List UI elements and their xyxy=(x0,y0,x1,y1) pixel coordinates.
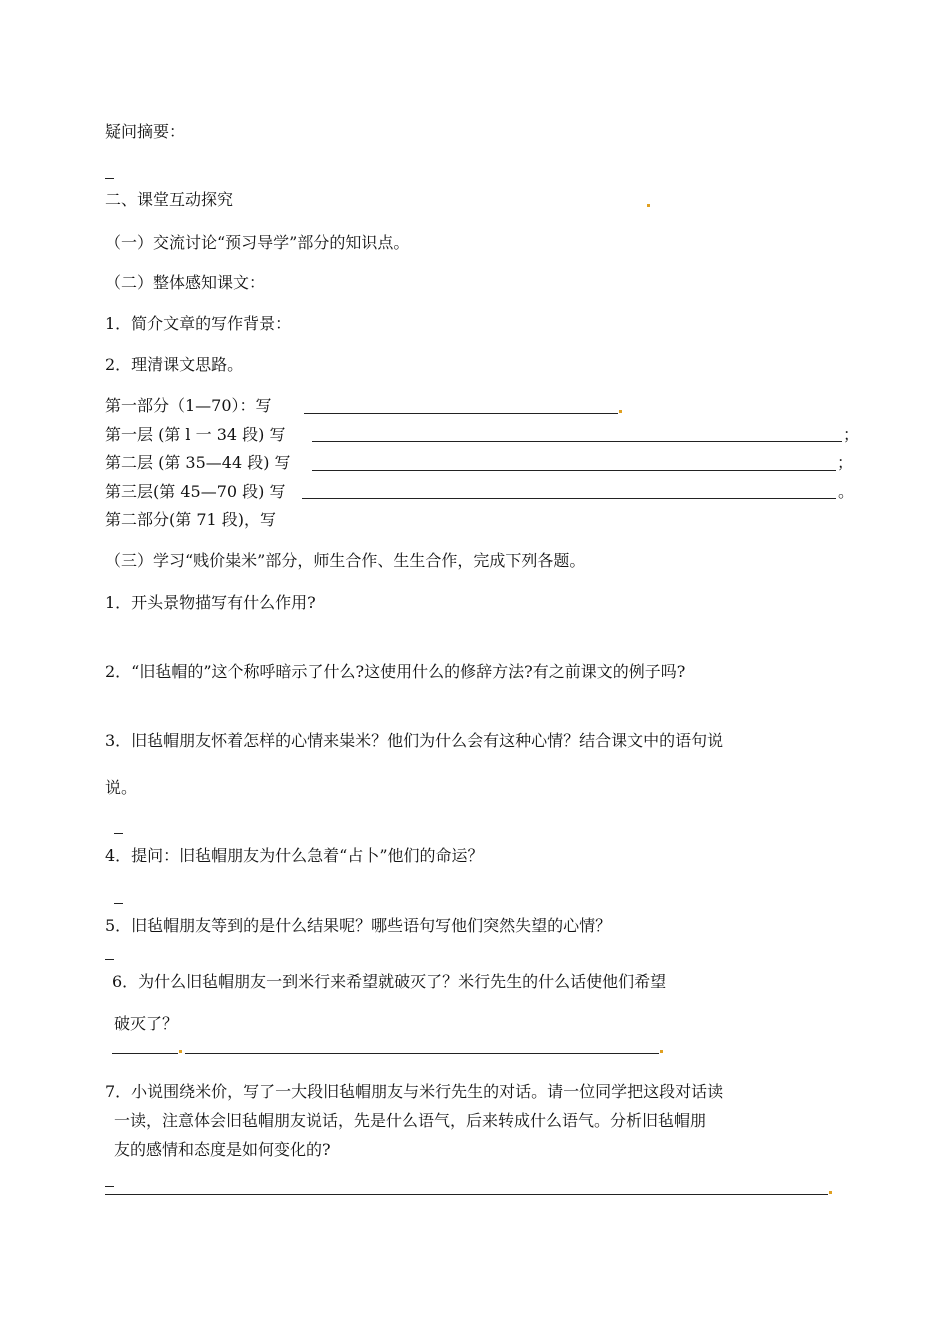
answer-line xyxy=(185,1053,659,1054)
mark-dot xyxy=(829,1191,832,1194)
answer-line xyxy=(304,413,618,414)
part-2: 第二部分(第 71 段)，写 xyxy=(105,510,277,529)
blank-mark xyxy=(105,1186,114,1187)
question-1: 1．开头景物描写有什么作用? xyxy=(105,593,316,612)
layer-3-end: 。 xyxy=(838,482,855,501)
layer-2-end: ； xyxy=(837,453,854,472)
mark-dot xyxy=(660,1050,663,1053)
mark-dot xyxy=(179,1050,182,1053)
layer-2: 第二层 (第 35—44 段) 写 xyxy=(105,453,291,472)
blank-mark xyxy=(105,178,114,179)
question-5: 5．旧毡帽朋友等到的是什么结果呢？哪些语句写他们突然失望的心情？ xyxy=(105,916,612,935)
blank-mark xyxy=(114,903,123,904)
question-4: 4．提问：旧毡帽朋友为什么急着“占卜”他们的命运？ xyxy=(105,846,484,865)
blank-mark xyxy=(105,959,114,960)
blank-mark xyxy=(114,833,123,834)
answer-line xyxy=(112,1053,178,1054)
answer-line xyxy=(302,498,836,499)
mark-dot xyxy=(647,204,650,207)
question-3-line-2: 说。 xyxy=(105,778,138,797)
section-title: 二、课堂互动探究 xyxy=(105,190,234,209)
question-2: 2．“旧毡帽的”这个称呼暗示了什么?这使用什么的修辞方法?有之前课文的例子吗? xyxy=(105,662,686,681)
subsection-1: （一）交流讨论“预习导学”部分的知识点。 xyxy=(105,233,410,252)
question-7-line-3: 友的感情和态度是如何变化的? xyxy=(114,1140,331,1159)
question-7-line-2: 一读，注意体会旧毡帽朋友说话，先是什么语气，后来转成什么语气。分析旧毡帽朋 xyxy=(114,1111,707,1130)
answer-line xyxy=(105,1194,828,1195)
answer-line xyxy=(312,470,836,471)
question-3-line-1: 3．旧毡帽朋友怀着怎样的心情来粜米？他们为什么会有这种心情？结合课文中的语句说 xyxy=(105,731,724,750)
answer-line xyxy=(312,441,842,442)
question-6-line-2: 破灭了？ xyxy=(114,1014,179,1033)
item-background: 1．简介文章的写作背景： xyxy=(105,314,292,333)
mark-dot xyxy=(619,410,622,413)
part-1: 第一部分（1—70）：写 xyxy=(105,396,272,415)
layer-3: 第三层(第 45—70 段) 写 xyxy=(105,482,286,501)
layer-1-end: ； xyxy=(843,425,860,444)
subsection-2: （二）整体感知课文： xyxy=(105,273,266,292)
item-outline: 2．理清课文思路。 xyxy=(105,355,244,374)
subsection-3: （三）学习“贱价粜米”部分，师生合作、生生合作，完成下列各题。 xyxy=(105,551,586,570)
layer-1: 第一层 (第 l 一 34 段) 写 xyxy=(105,425,286,444)
summary-label: 疑问摘要： xyxy=(105,122,186,141)
question-7-line-1: 7．小说围绕米价，写了一大段旧毡帽朋友与米行先生的对话。请一位同学把这段对话读 xyxy=(105,1082,724,1101)
question-6-line-1: 6．为什么旧毡帽朋友一到米行来希望就破灭了？米行先生的什么话使他们希望 xyxy=(112,972,667,991)
